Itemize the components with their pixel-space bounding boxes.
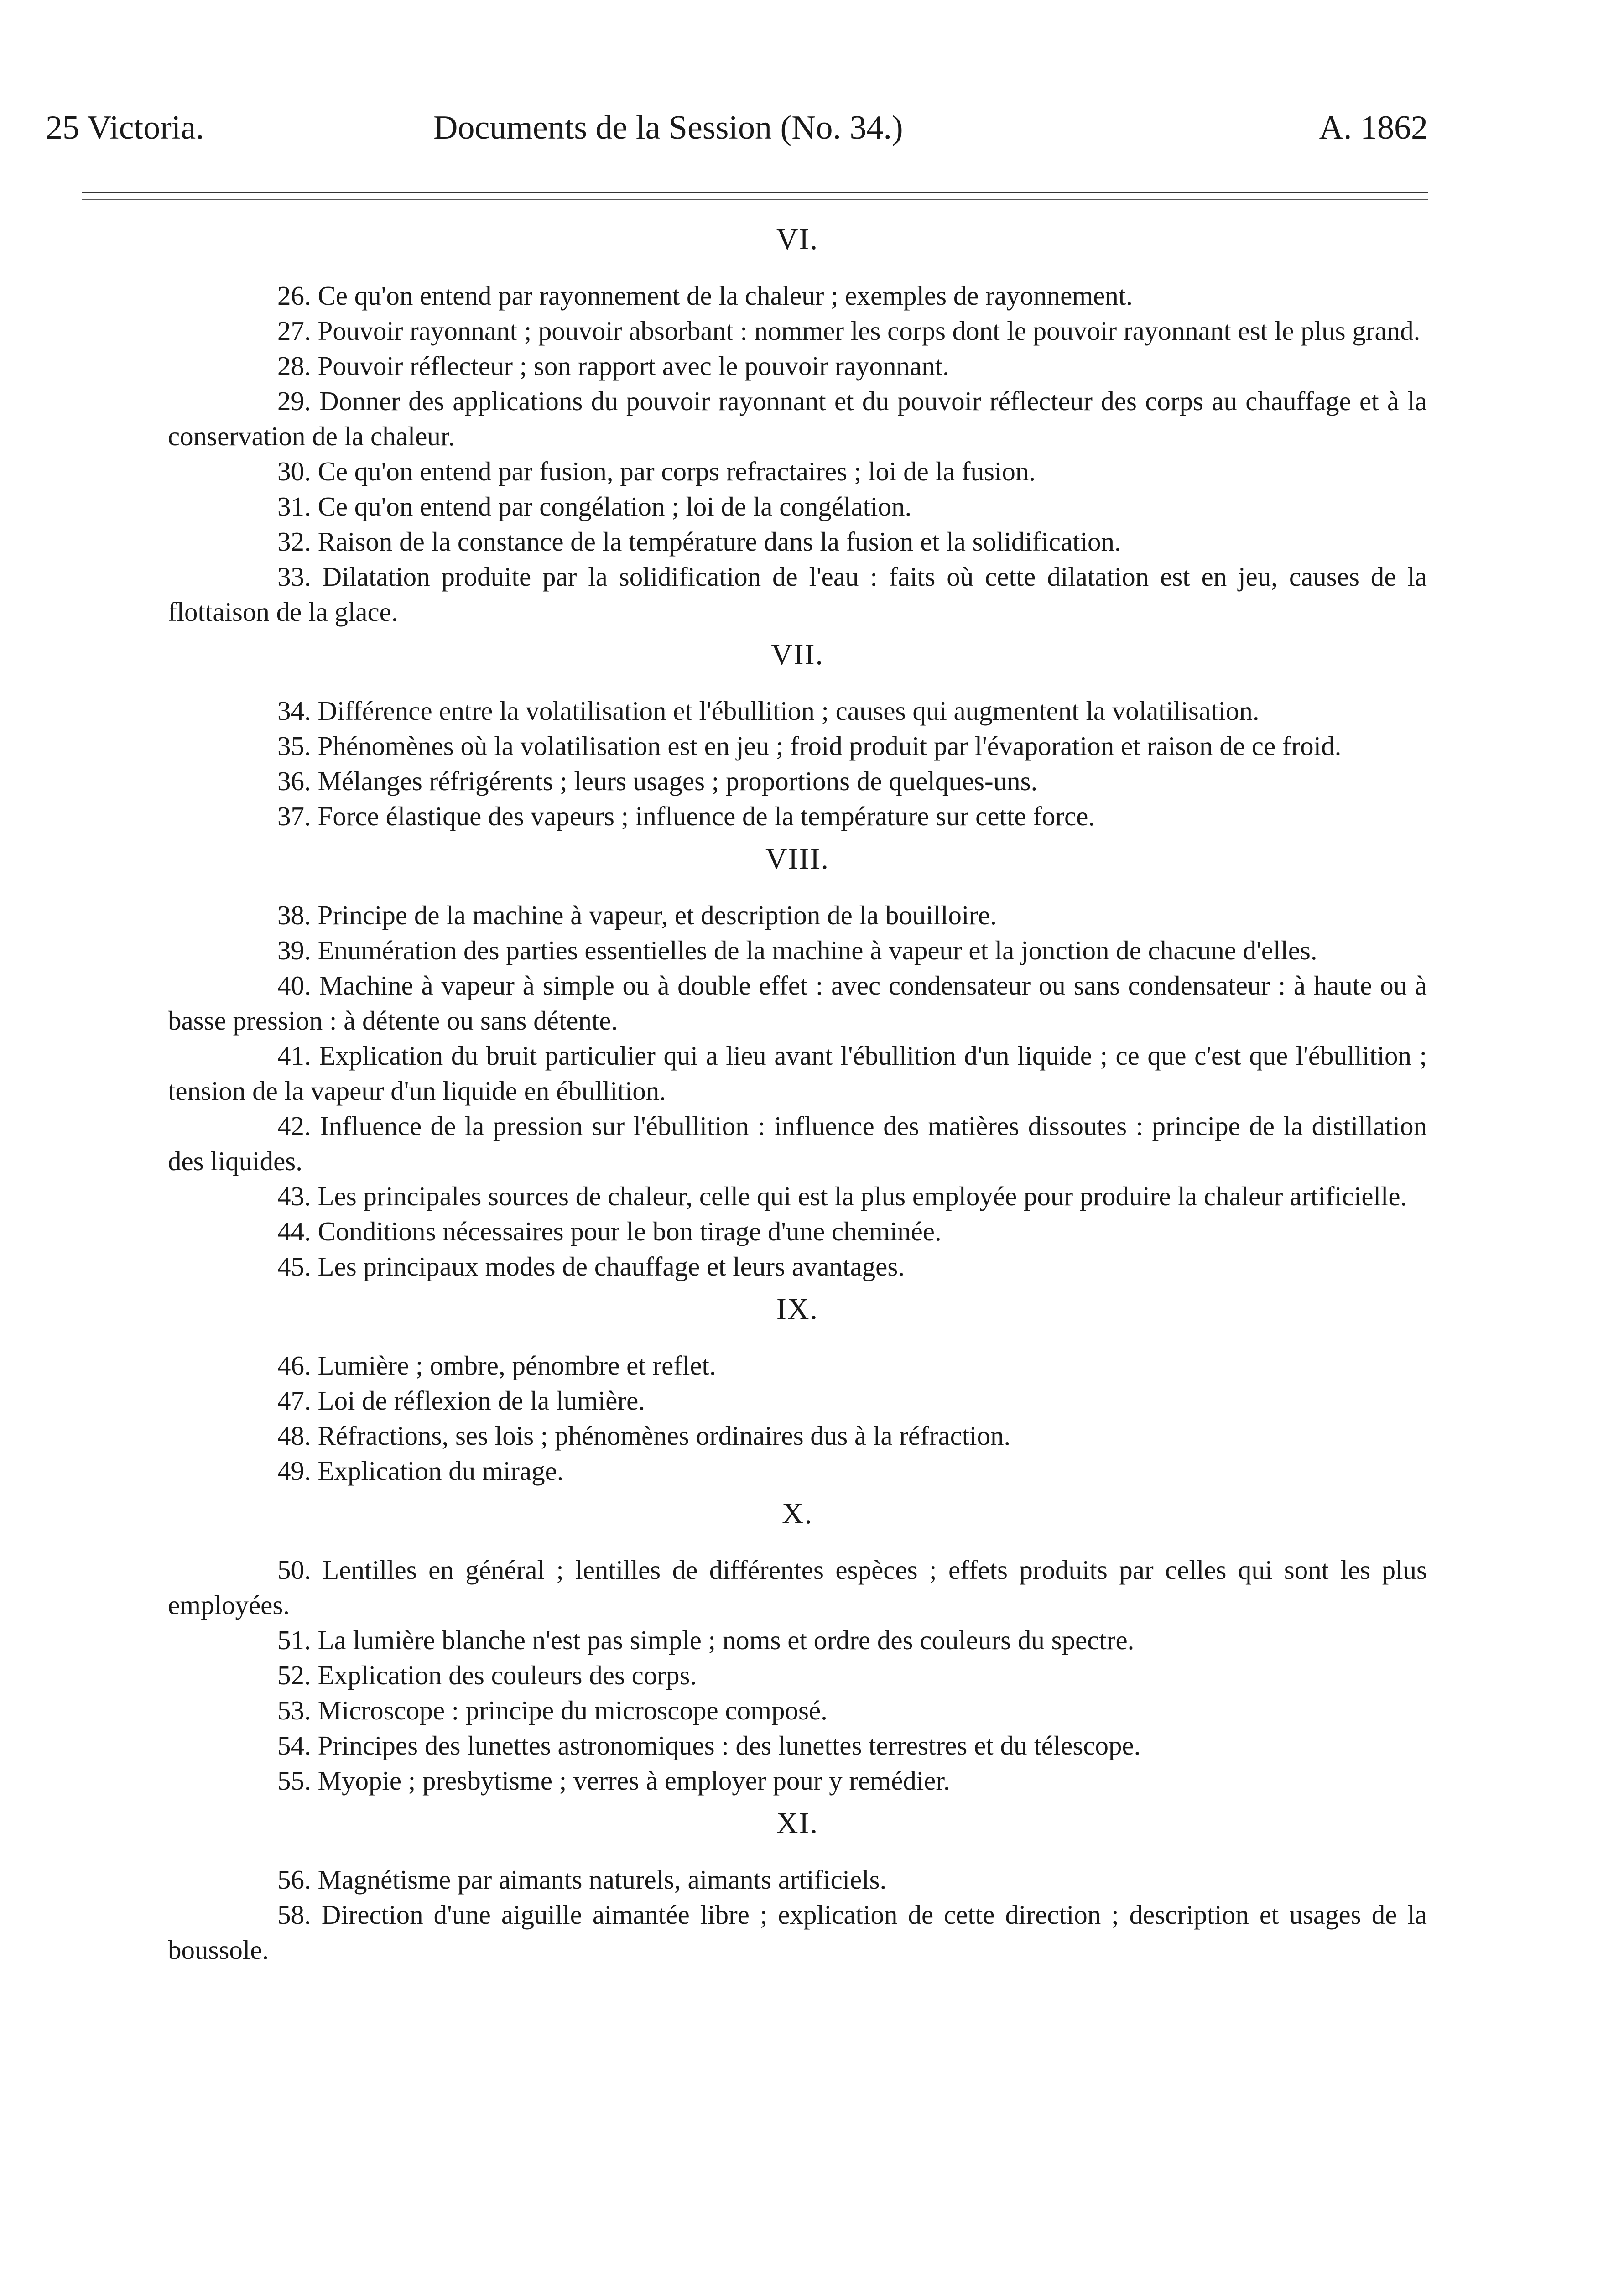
list-item: 41. Explication du bruit particulier qui a lieu avant l'ébullition d'un liquide ; ce que c'est que l'ébullition ; tension de la vapeur d'un liquide en ébullition. <box>168 1041 1427 1106</box>
list-item: 50. Lentilles en général ; lentilles de différentes espèces ; effets produits par celles qui sont les plus employées. <box>168 1555 1427 1620</box>
section <box>168 634 1427 834</box>
list-item: 27. Pouvoir rayonnant ; pouvoir absorbant : nommer les corps dont le pouvoir rayonnant est le plus grand. <box>277 316 1421 346</box>
list-item: 44. Conditions nécessaires pour le bon tirage d'une cheminée. <box>277 1216 942 1246</box>
list-item: 38. Principe de la machine à vapeur, et description de la bouilloire. <box>277 900 997 930</box>
list-item: 47. Loi de réflexion de la lumière. <box>277 1385 645 1416</box>
section-title: X. <box>781 1497 813 1530</box>
section-title: XI. <box>776 1807 819 1840</box>
list-item: 30. Ce qu'on entend par fusion, par corps refractaires ; loi de la fusion. <box>277 456 1036 486</box>
list-item: 53. Microscope : principe du microscope composé. <box>277 1695 828 1725</box>
list-item: 28. Pouvoir réflecteur ; son rapport avec le pouvoir rayonnant. <box>277 351 949 381</box>
list-item: 48. Réfractions, ses lois ; phénomènes ordinaires dus à la réfraction. <box>277 1421 1011 1451</box>
running-header <box>46 105 1428 151</box>
list-item: 43. Les principales sources de chaleur, celle qui est la plus employée pour produire la chaleur artificielle. <box>277 1181 1407 1211</box>
section <box>168 219 1427 630</box>
list-item: 52. Explication des couleurs des corps. <box>277 1660 697 1690</box>
list-item: 54. Principes des lunettes astronomiques : des lunettes terrestres et du télescope. <box>277 1730 1141 1760</box>
header-right: A. 1862 <box>1319 109 1428 146</box>
list-item: 32. Raison de la constance de la température dans la fusion et la solidification. <box>277 526 1121 557</box>
section-title: VII. <box>770 638 824 671</box>
header-rule-thin <box>82 199 1428 200</box>
section <box>168 1493 1427 1798</box>
list-item: 26. Ce qu'on entend par rayonnement de la chaleur ; exemples de rayonnement. <box>277 281 1133 311</box>
list-item: 37. Force élastique des vapeurs ; influence de la température sur cette force. <box>277 801 1095 831</box>
section <box>168 1803 1427 1968</box>
list-item: 40. Machine à vapeur à simple ou à double effet : avec condensateur ou sans condensateur : à haute ou à basse pression : à détente ou sans détente. <box>168 970 1427 1036</box>
list-item: 49. Explication du mirage. <box>277 1456 564 1486</box>
list-item: 36. Mélanges réfrigérents ; leurs usages ; proportions de quelques-uns. <box>277 766 1038 796</box>
list-item: 55. Myopie ; presbytisme ; verres à employer pour y remédier. <box>277 1765 950 1796</box>
header-rule <box>82 192 1428 193</box>
section <box>168 838 1427 1284</box>
list-item: 45. Les principaux modes de chauffage et leurs avantages. <box>277 1251 905 1281</box>
list-item: 42. Influence de la pression sur l'ébullition : influence des matières dissoutes : principe de la distillation des liquides. <box>168 1111 1427 1176</box>
list-item: 35. Phénomènes où la volatilisation est en jeu ; froid produit par l'évaporation et raison de ce froid. <box>277 731 1342 761</box>
section-title: VI. <box>776 223 819 256</box>
list-item: 58. Direction d'une aiguille aimantée libre ; explication de cette direction ; description et usages de la boussole. <box>168 1900 1427 1965</box>
section-title: VIII. <box>765 842 830 875</box>
section <box>168 1289 1427 1489</box>
list-item: 31. Ce qu'on entend par congélation ; loi de la congélation. <box>277 491 912 521</box>
list-item: 56. Magnétisme par aimants naturels, aimants artificiels. <box>277 1864 887 1895</box>
list-item: 46. Lumière ; ombre, pénombre et reflet. <box>277 1350 716 1380</box>
list-item: 51. La lumière blanche n'est pas simple ; noms et ordre des couleurs du spectre. <box>277 1625 1135 1655</box>
list-item: 29. Donner des applications du pouvoir rayonnant et du pouvoir réflecteur des corps au chauffage et à la conservation de la chaleur. <box>168 386 1427 451</box>
document-body <box>168 214 1427 1968</box>
list-item: 33. Dilatation produite par la solidification de l'eau : faits où cette dilatation est en jeu, causes de la flottaison de la glace. <box>168 562 1427 627</box>
section-title: IX. <box>776 1292 819 1326</box>
header-center: Documents de la Session (No. 34.) <box>433 109 903 146</box>
list-item: 34. Différence entre la volatilisation et l'ébullition ; causes qui augmentent la volatilisation. <box>277 696 1260 726</box>
list-item: 39. Enumération des parties essentielles de la machine à vapeur et la jonction de chacune d'elles. <box>277 935 1317 965</box>
header-left: 25 Victoria. <box>46 109 204 146</box>
